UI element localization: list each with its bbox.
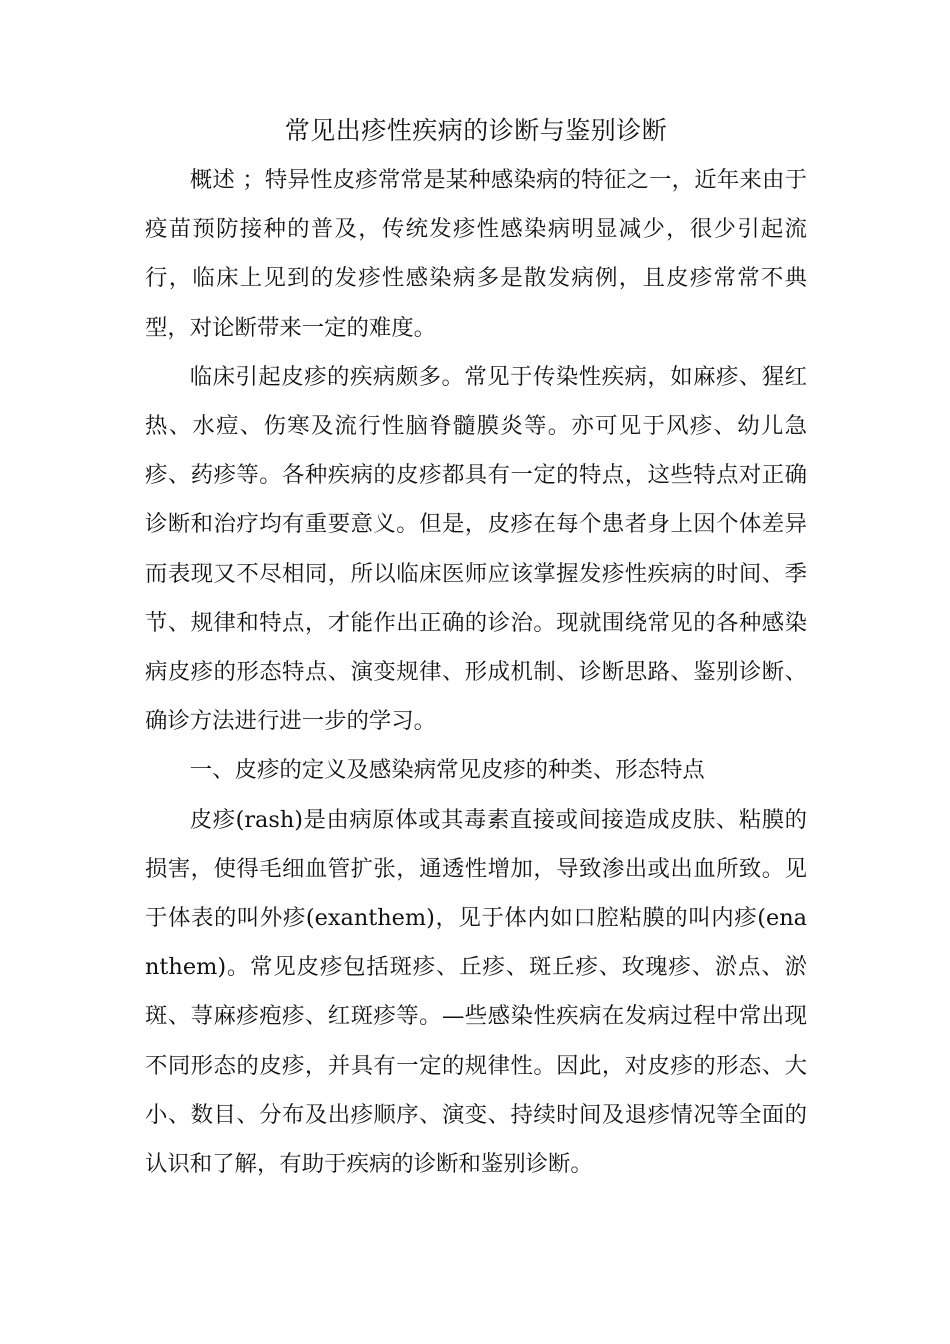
paragraph-overview: 概述 ；特异性皮疹常常是某种感染病的特征之一，近年来由于疫苗预防接种的普及，传统发疹性感染病明显减少，很少引起流行，临床上见到的发疹性感染病多是散发病例，且皮疹常常不典型，对论断带来一定的难度。 (145, 167, 807, 341)
document-title: 常见出疹性疾病的诊断与鉴别诊断 (284, 116, 668, 145)
document-body (145, 110, 807, 1189)
paragraph-rash-definition: 皮疹(rash)是由病原体或其毒素直接或间接造成皮肤、粘膜的损害，使得毛细血管扩张，通透性增加，导致渗出或出血所致。见于体表的叫外疹(exanthem)，见于体内如口腔粘膜的叫内疹(enanthem)。常见皮疹包括斑疹、丘疹、斑丘疹、玫瑰疹、淤点、淤斑、荨麻疹疱疹、红斑疹等。—些感染性疾病在发病过程中常出现不同形态的皮疹，并具有一定的规律性。因此，对皮疹的形态、大小、数目、分布及出疹顺序、演变、持续时间及退疹情况等全面的认识和了解，有助于疾病的诊断和鉴别诊断。 (145, 806, 807, 1178)
paragraph-clinical-causes: 临床引起皮疹的疾病颇多。常见于传染性疾病，如麻疹、猩红热、水痘、伤寒及流行性脑脊髓膜炎等。亦可见于风疹、幼儿急疹、药疹等。各种疾病的皮疹都具有一定的特点，这些特点对正确诊断和治疗均有重要意义。但是，皮疹在每个患者身上因个体差异而表现又不尽相同，所以临床医师应该掌握发疹性疾病的时间、季节、规律和特点，才能作出正确的诊治。现就围绕常见的各种感染病皮疹的形态特点、演变规律、形成机制、诊断思路、鉴别诊断、确诊方法进行进一步的学习。 (145, 363, 807, 735)
section-heading-rash-definition: 一、皮疹的定义及感染病常见皮疹的种类、形态特点 (189, 757, 705, 784)
